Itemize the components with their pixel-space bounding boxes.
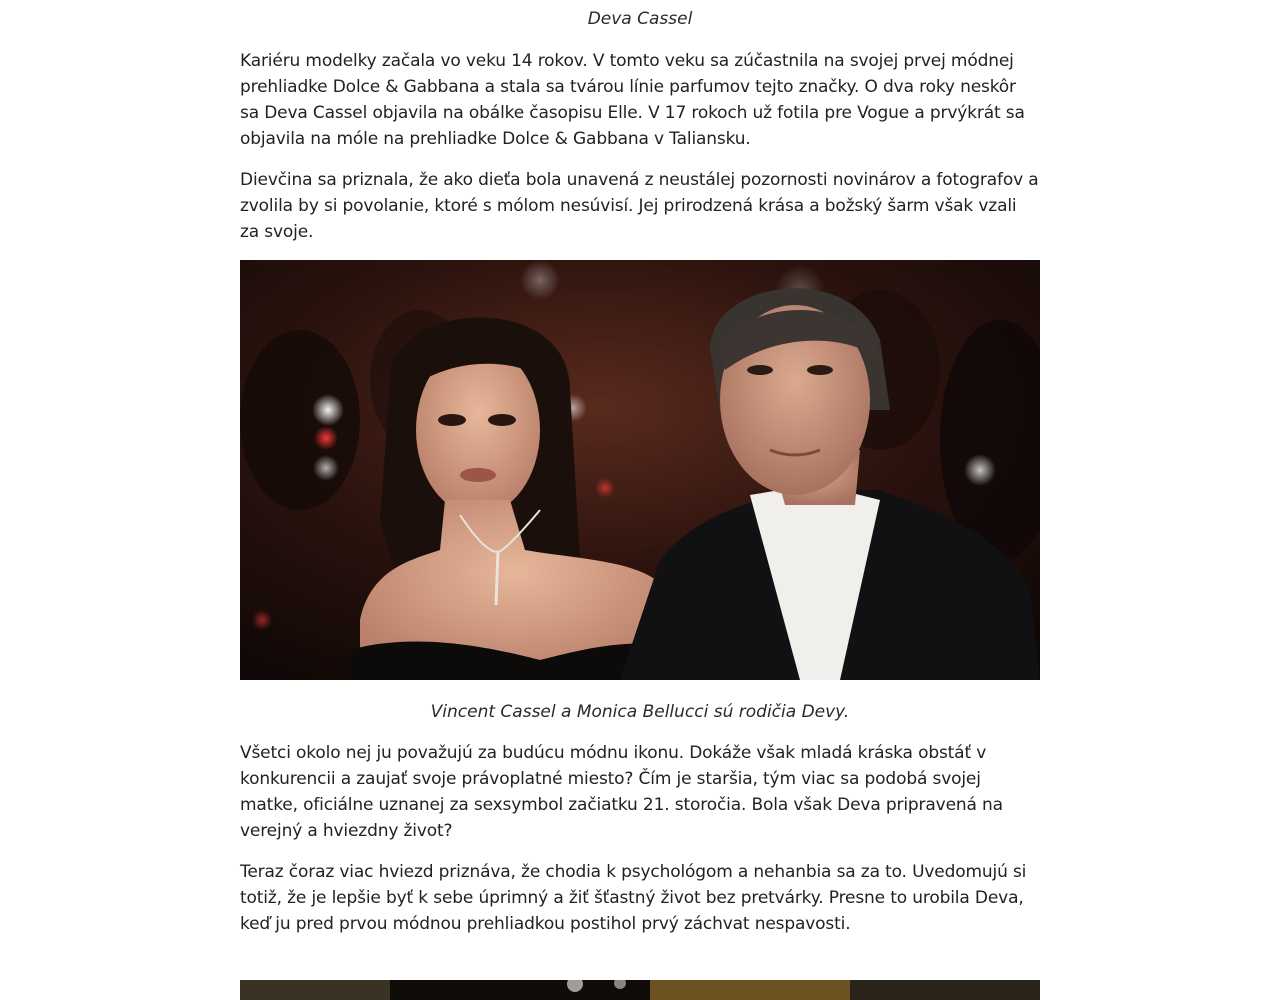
paragraph-fashion-icon: Všetci okolo nej ju považujú za budúcu módnu ikonu. Dokáže však mladá kráska obstáť v konkurencii a zaujať svoje právoplatné miesto? Čím je staršia, tým viac sa podobá svojej matke, oficiálne uznanej za sexsymbol začiatku 21. storočia. Bola však Deva pripravená na verejný a hviezdny život? [240,743,1003,841]
image-caption-parents: Vincent Cassel a Monica Bellucci sú rodičia Devy. [430,702,850,722]
photo-vincent-monica [240,260,1040,680]
photo-illustration [240,260,1040,680]
photo-next-illustration [240,980,1040,1000]
photo-next [240,980,1040,1000]
paragraph-psychologists: Teraz čoraz viac hviezd priznáva, že chodia k psychológom a nehanbia sa za to. Uvedomujú si totiž, že je lepšie byť k sebe úprimný a žiť šťastný život bez pretvárky. Presne to urobila Deva, keď ju pred prvou módnou prehliadkou postihol prvý záchvat nespavosti. [240,862,1027,934]
paragraph-career: Kariéru modelky začala vo veku 14 rokov. V tomto veku sa zúčastnila na svojej prvej módnej prehliadke Dolce & Gabbana a stala sa tvárou línie parfumov tejto značky. O dva roky neskôr sa Deva Cassel objavila na obálke časopisu Elle. V 17 rokoch už fotila pre Vogue a prvýkrát sa objavila na móle na prehliadke Dolce & Gabbana v Taliansku. [240,51,1025,149]
image-caption-deva: Deva Cassel [587,9,693,29]
paragraph-childhood: Dievčina sa priznala, že ako dieťa bola unavená z neustálej pozornosti novinárov a fotografov a zvolila by si povolanie, ktoré s mólom nesúvisí. Jej prirodzená krása a božský šarm však vzali za svoje. [240,170,1039,242]
